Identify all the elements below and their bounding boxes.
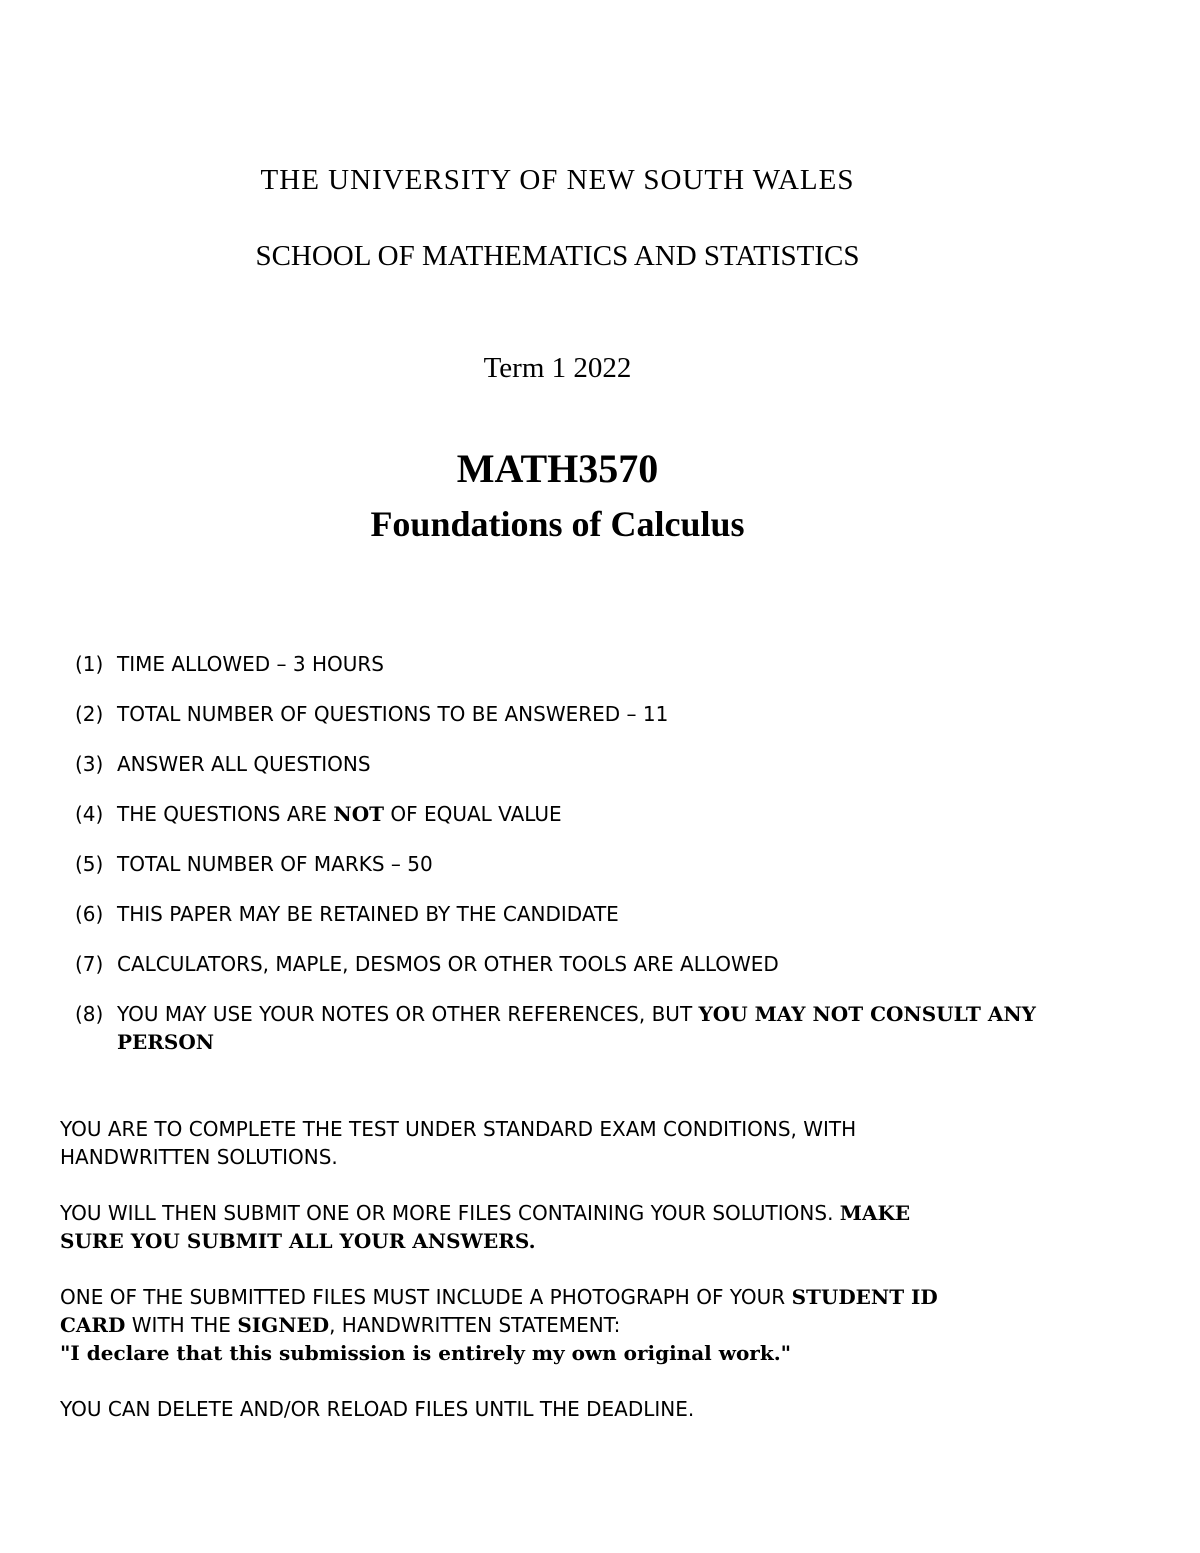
instruction-text-part: THE QUESTIONS ARE <box>117 802 334 826</box>
instruction-item <box>75 650 1075 678</box>
instruction-number: (3) <box>75 752 104 776</box>
notes-emphasis: MAKE SURE YOU SUBMIT ALL YOUR ANSWERS. <box>60 1201 911 1253</box>
instruction-item <box>75 900 1075 928</box>
instruction-text: TIME ALLOWED – 3 HOURS <box>117 652 384 676</box>
instruction-text-part: YOU MAY USE YOUR NOTES OR OTHER REFERENCES, BUT <box>117 1002 699 1026</box>
instruction-number: (8) <box>75 1002 104 1026</box>
instruction-text: THIS PAPER MAY BE RETAINED BY THE CANDIDATE <box>117 902 619 926</box>
notes-text: YOU WILL THEN SUBMIT ONE OR MORE FILES CONTAINING YOUR SOLUTIONS. <box>60 1201 840 1225</box>
notes-text: WITH THE <box>125 1313 238 1337</box>
instruction-item <box>75 800 1075 828</box>
instruction-number: (5) <box>75 852 104 876</box>
instruction-text: ANSWER ALL QUESTIONS <box>117 752 371 776</box>
course-title: Foundations of Calculus <box>370 504 745 544</box>
instruction-text: TOTAL NUMBER OF QUESTIONS TO BE ANSWERED – 11 <box>117 702 669 726</box>
notes-submit-files <box>60 1199 940 1255</box>
university-name: THE UNIVERSITY OF NEW SOUTH WALES <box>260 164 855 196</box>
instruction-item <box>75 750 1075 778</box>
notes-deadline: YOU CAN DELETE AND/OR RELOAD FILES UNTIL THE DEADLINE. <box>60 1397 695 1421</box>
instruction-text <box>117 800 1075 828</box>
notes-id-card <box>60 1283 940 1367</box>
notes-exam-conditions: YOU ARE TO COMPLETE THE TEST UNDER STANDARD EXAM CONDITIONS, WITH HANDWRITTEN SOLUTIONS. <box>60 1117 857 1169</box>
instruction-text-part: OF EQUAL VALUE <box>384 802 562 826</box>
instruction-text: TOTAL NUMBER OF MARKS – 50 <box>117 852 433 876</box>
submission-notes <box>60 1115 940 1451</box>
instruction-item <box>75 700 1075 728</box>
instruction-emphasis: YOU MAY NOT CONSULT ANY PERSON <box>117 1002 1036 1054</box>
instruction-number: (7) <box>75 952 104 976</box>
instruction-text <box>117 1000 1075 1056</box>
instructions-list <box>75 650 1075 1078</box>
instruction-number: (6) <box>75 902 104 926</box>
declaration-statement: "I declare that this submission is entirely my own original work." <box>60 1341 792 1365</box>
notes-text: ONE OF THE SUBMITTED FILES MUST INCLUDE A PHOTOGRAPH OF YOUR <box>60 1285 792 1309</box>
instruction-text: CALCULATORS, MAPLE, DESMOS OR OTHER TOOLS ARE ALLOWED <box>117 952 779 976</box>
instruction-item <box>75 1000 1075 1056</box>
notes-text: , HANDWRITTEN STATEMENT: <box>329 1313 621 1337</box>
notes-emphasis: SIGNED <box>237 1313 330 1337</box>
school-name: SCHOOL OF MATHEMATICS AND STATISTICS <box>255 240 860 272</box>
instruction-item <box>75 850 1075 878</box>
instruction-item <box>75 950 1075 978</box>
instruction-number: (2) <box>75 702 104 726</box>
instruction-number: (4) <box>75 802 104 826</box>
exam-term: Term 1 2022 <box>483 352 632 384</box>
instruction-number: (1) <box>75 652 104 676</box>
notes-emphasis: STUDENT ID CARD <box>60 1285 938 1337</box>
instruction-emphasis: NOT <box>333 802 384 826</box>
course-code: MATH3570 <box>456 446 659 491</box>
